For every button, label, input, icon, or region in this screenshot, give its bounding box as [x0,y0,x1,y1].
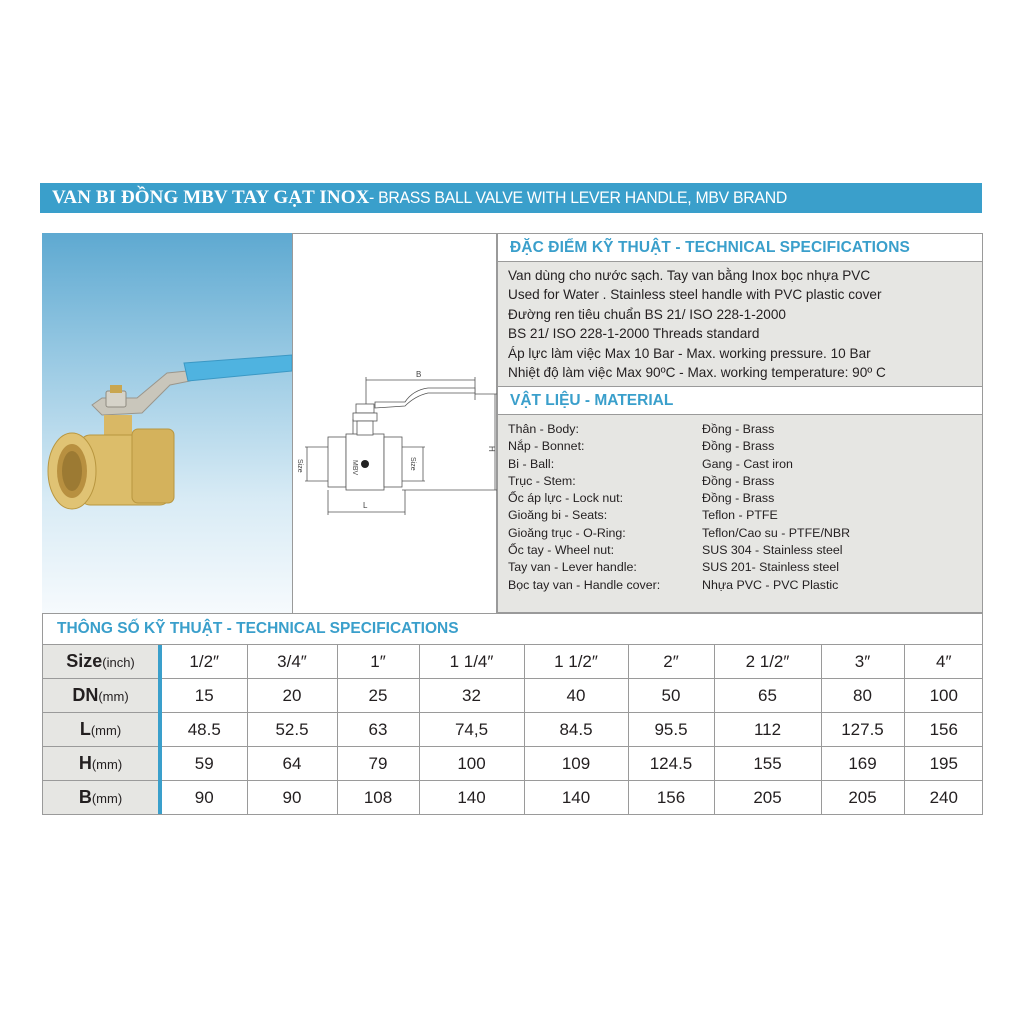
material-part: Ốc tay - Wheel nut: [508,543,615,558]
product-photo [42,233,292,614]
row-label [43,713,160,747]
table-cell: 1″ [337,645,419,679]
table-row [43,713,983,747]
table-cell: 1 1/4″ [419,645,524,679]
row-label-name: DN [72,685,99,705]
material-value: Teflon/Cao su - PTFE/NBR [702,525,851,540]
material-row [508,456,972,473]
feature-line: Đường ren tiêu chuẩn BS 21/ ISO 228-1-2000 [508,306,786,322]
material-row [508,490,972,507]
feature-line: Áp lực làm việc Max 10 Bar - Max. working pressure. 10 Bar [508,345,871,361]
table-cell: 59 [160,747,247,781]
row-label-name: B [78,787,92,807]
material-part: Ốc áp lực - Lock nut: [508,491,624,506]
svg-text:Size: Size [409,457,416,471]
table-row [43,679,983,713]
specifications-panel [497,233,983,613]
row-label-name: L [79,719,91,739]
feature-line: Nhiệt độ làm việc Max 90ºC - Max. working temperature: 90º C [508,365,886,381]
table-cell: 64 [247,747,337,781]
row-label [43,645,160,679]
material-value: Nhựa PVC - PVC Plastic [702,577,839,592]
row-label-unit: (mm) [91,791,123,806]
technical-features-list [498,262,982,387]
material-row [508,473,972,490]
material-part: Trục - Stem: [508,473,576,488]
svg-text:H: H [487,446,496,452]
material-value: Đồng - Brass [702,473,775,488]
table-cell: 140 [419,781,524,815]
table-cell: 80 [821,679,904,713]
table-cell: 155 [714,747,821,781]
title-english: - BRASS BALL VALVE WITH LEVER HANDLE, MBV BRAND [369,188,788,207]
title-vietnamese: VAN BI ĐỒNG MBV TAY GẠT INOX [52,187,370,208]
table-cell: 74,5 [419,713,524,747]
material-heading: VẬT LIỆU - MATERIAL [498,387,982,415]
svg-text:B: B [416,370,422,379]
table-row [43,781,983,815]
valve-dimension-drawing-icon [293,234,498,612]
technical-features-heading: ĐẶC ĐIỂM KỸ THUẬT - TECHNICAL SPECIFICATIONS [498,234,982,262]
material-part: Gioăng trục - O-Ring: [508,525,626,540]
table-cell: 100 [419,747,524,781]
material-value: Teflon - PTFE [702,508,778,523]
material-part: Thân - Body: [508,422,579,436]
row-label [43,747,160,781]
row-label-unit: (inch) [102,655,135,670]
table-row [43,747,983,781]
table-row [43,645,983,679]
table-cell: 3/4″ [247,645,337,679]
table-cell: 127.5 [821,713,904,747]
table-cell: 195 [904,747,983,781]
dimension-table [43,645,983,814]
table-cell: 109 [524,747,628,781]
table-cell: 1/2″ [160,645,247,679]
table-cell: 79 [337,747,419,781]
table-cell: 52.5 [247,713,337,747]
material-value: Đồng - Brass [702,422,775,436]
table-cell: 25 [337,679,419,713]
svg-text:L: L [363,501,368,510]
row-label [43,781,160,815]
row-label-name: Size [66,651,103,671]
material-value: Đồng - Brass [702,439,775,454]
material-row [508,559,972,576]
table-cell: 84.5 [524,713,628,747]
table-cell: 1 1/2″ [524,645,628,679]
table-cell: 156 [628,781,714,815]
material-part: Bi - Ball: [508,456,555,471]
table-cell: 50 [628,679,714,713]
table-cell: 205 [714,781,821,815]
table-cell: 95.5 [628,713,714,747]
material-list [498,415,982,600]
row-label-name: H [78,753,92,773]
svg-text:Size: Size [296,459,303,473]
title-banner [40,183,982,213]
table-cell: 240 [904,781,983,815]
table-cell: 65 [714,679,821,713]
table-cell: 40 [524,679,628,713]
table-cell: 124.5 [628,747,714,781]
table-cell: 108 [337,781,419,815]
table-cell: 2″ [628,645,714,679]
material-value: Gang - Cast iron [702,456,793,471]
spec-table-heading: THÔNG SỐ KỸ THUẬT - TECHNICAL SPECIFICATIONS [43,614,982,645]
technical-drawing [292,233,497,613]
table-cell: 90 [247,781,337,815]
table-cell: 205 [821,781,904,815]
table-cell: 140 [524,781,628,815]
table-cell: 2 1/2″ [714,645,821,679]
row-label-unit: (mm) [98,689,129,704]
table-cell: 48.5 [160,713,247,747]
table-cell: 156 [904,713,983,747]
material-value: Đồng - Brass [702,491,775,506]
table-cell: 3″ [821,645,904,679]
material-part: Nắp - Bonnet: [508,439,585,454]
feature-line: Used for Water . Stainless steel handle with PVC plastic cover [508,287,882,303]
table-cell: 15 [160,679,247,713]
ball-valve-photo-icon [42,233,292,613]
table-cell: 32 [419,679,524,713]
row-label [43,679,160,713]
row-label-unit: (mm) [91,757,123,772]
table-cell: 112 [714,713,821,747]
table-cell: 169 [821,747,904,781]
material-row [508,577,972,594]
material-row [508,525,972,542]
table-cell: 100 [904,679,983,713]
table-cell: 20 [247,679,337,713]
table-cell: 63 [337,713,419,747]
feature-line: BS 21/ ISO 228-1-2000 Threads standard [508,326,760,342]
material-part: Gioăng bi - Seats: [508,508,608,523]
material-row [508,438,972,455]
material-value: SUS 304 - Stainless steel [702,543,843,558]
material-part: Bọc tay van - Handle cover: [508,577,661,592]
material-row [508,542,972,559]
material-part: Tay van - Lever handle: [508,560,637,575]
table-cell: 90 [160,781,247,815]
svg-text:MBV: MBV [351,460,358,476]
feature-line: Van dùng cho nước sạch. Tay van bằng Inox bọc nhựa PVC [508,268,871,283]
row-label-unit: (mm) [90,723,122,738]
material-row [508,507,972,524]
material-value: SUS 201- Stainless steel [702,560,840,575]
material-row [508,421,972,438]
spec-table [42,613,983,815]
table-cell: 4″ [904,645,983,679]
